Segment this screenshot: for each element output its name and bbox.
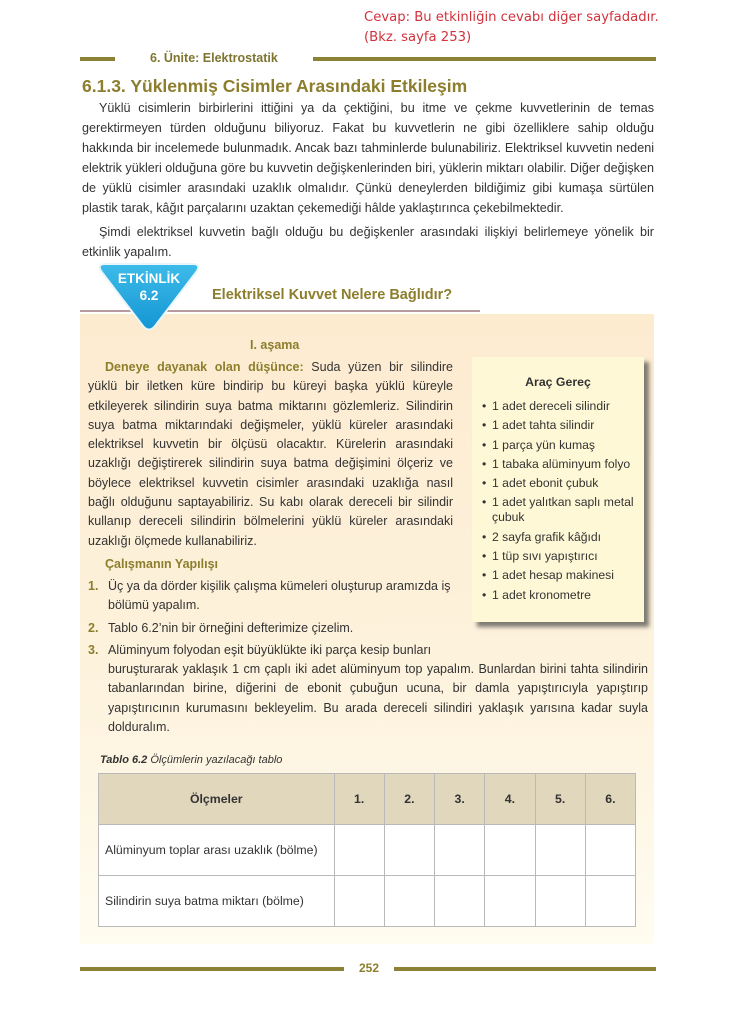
stage-label: I. aşama bbox=[250, 338, 300, 352]
bullet-icon: • bbox=[482, 587, 487, 602]
materials-item bbox=[482, 530, 642, 545]
table-row bbox=[99, 876, 636, 927]
page-number: 252 bbox=[358, 961, 380, 975]
table-caption bbox=[100, 754, 282, 766]
table-cell bbox=[585, 825, 635, 876]
step-text: Üç ya da dörder kişilik çalışma kümeleri oluşturup aramızda iş bölümü yapalım. bbox=[108, 579, 451, 613]
bullet-icon: • bbox=[482, 495, 487, 510]
unit-title: 6. Ünite: Elektrostatik bbox=[150, 51, 278, 65]
table-cell bbox=[384, 825, 434, 876]
row-label: Alüminyum toplar arası uzaklık (bölme) bbox=[99, 825, 335, 876]
hypothesis-text bbox=[88, 358, 453, 551]
step-number: 3. bbox=[88, 642, 99, 657]
materials-item-text: 2 sayfa grafik kâğıdı bbox=[492, 529, 602, 544]
step-item bbox=[88, 619, 648, 638]
badge-number: 6.2 bbox=[139, 288, 159, 303]
materials-item-text: 1 adet hesap makinesi bbox=[492, 568, 614, 583]
table-cell bbox=[485, 876, 535, 927]
measurement-table bbox=[98, 773, 636, 927]
materials-item-text: 1 parça yün kumaş bbox=[492, 437, 595, 452]
materials-item bbox=[482, 457, 642, 472]
header-rule-right bbox=[313, 57, 656, 61]
step-number: 2. bbox=[88, 620, 99, 635]
materials-item-text: 1 adet tahta silindir bbox=[492, 418, 595, 433]
table-cell bbox=[535, 825, 585, 876]
procedure-steps bbox=[88, 577, 648, 740]
row-label: Silindirin suya batma miktarı (bölme) bbox=[99, 876, 335, 927]
footer-rule-left bbox=[80, 967, 344, 971]
table-cell bbox=[384, 876, 434, 927]
table-caption-text: Ölçümlerin yazılacağı tablo bbox=[147, 754, 283, 766]
procedure-title: Çalışmanın Yapılışı bbox=[105, 557, 219, 571]
bullet-icon: • bbox=[482, 437, 487, 452]
intro-paragraph-1: Yüklü cisimlerin birbirlerini ittiğini ya da çektiğini, bu itme ve çekme kuvvetlerinin de temas gerektirmeyen türden olduğunu biliyoruz. Fakat bu kuvvetlerin ne gibi özelliklere sahip olduğu hakkında bir incelemede bulunmadık. Ancak bazı tahminlerde bulunabiliriz. Elektriksel kuvvetin nedeni elektrik yükleri olduğuna göre bu kuvvetin değişkenlerinden biri, yüklerin miktarı olabilir. Diğer değişken de yüklü cisimler arasındaki uzaklık olmalıdır. Çünkü deneylerden bildiğimiz gibi kumaşa sürtülen plastik tarak, kâğıt parçalarını uzaktan çekemediği hâlde yaklaştırınca çekebilmektedir. bbox=[82, 101, 654, 215]
materials-item bbox=[482, 549, 642, 564]
table-row bbox=[99, 825, 636, 876]
column-header: Ölçmeler bbox=[99, 774, 335, 825]
activity-badge bbox=[97, 262, 201, 332]
table-caption-label: Tablo 6.2 bbox=[100, 754, 148, 766]
materials-item bbox=[482, 438, 642, 453]
column-header: 5. bbox=[535, 774, 585, 825]
materials-item-text: 1 adet kronometre bbox=[492, 587, 591, 602]
column-header: 1. bbox=[334, 774, 384, 825]
table-cell bbox=[535, 876, 585, 927]
bullet-icon: • bbox=[482, 399, 487, 413]
column-header: 4. bbox=[485, 774, 535, 825]
materials-title: Araç Gereç bbox=[525, 375, 591, 389]
table-cell bbox=[435, 825, 485, 876]
materials-item-text: 1 tabaka alüminyum folyo bbox=[492, 456, 631, 471]
bullet-icon: • bbox=[482, 529, 487, 544]
step-text-rest: buruşturarak yaklaşık 1 cm çaplı iki adet alüminyum top yapalım. Bunlardan birini tahta silindirin tabanlarından birine, diğerini de ebonit çubuğun ucuna, bir damla yapıştırıcıyla yapıştırıp yapıştırıcının kurumasını bekleyelim. Bu arada dereceli silindiri yaklaşık yarısına kadar suyla dolduralım. bbox=[108, 662, 648, 735]
section-title: 6.1.3. Yüklenmiş Cisimler Arasındaki Etkileşim bbox=[82, 76, 468, 96]
column-header: 6. bbox=[585, 774, 635, 825]
materials-item bbox=[482, 495, 642, 525]
hypothesis-lead: Deneye dayanak olan düşünce: bbox=[105, 360, 304, 374]
table-header-row bbox=[99, 774, 636, 825]
badge-label: ETKİNLİK bbox=[117, 271, 181, 286]
footer-rule-right bbox=[394, 967, 656, 971]
hypothesis-body: Suda yüzen bir silindire yüklü bir iletken küre bindirip bu küreyi başka yüklü küreyle etkileyerek silindirin suya batma miktarını gözlemleriz. Silindirin suya batma miktarındaki değişmeler, yüklü küreler arasındaki elektriksel kuvvetin bir ölçüsü olacaktır. Kürelerin arasındaki uzaklığı değiştirerek silindirin suya batma değişimini ölçeriz ve böylece elektriksel kuvvetin cisimler arasındaki uzaklığa nasıl bağlı olduğunu saptayabiliriz. Su kabı olarak dereceli bir silindir kullanıp dereceli silindirin bölmelerini yüklü küreler arasındaki uzaklığı ölçmede kullanabiliriz. bbox=[88, 360, 453, 548]
materials-item-text: 1 tüp sıvı yapıştırıcı bbox=[492, 549, 598, 564]
bullet-icon: • bbox=[482, 456, 487, 471]
materials-item bbox=[482, 476, 642, 491]
column-header: 2. bbox=[384, 774, 434, 825]
intro-paragraph-2: Şimdi elektriksel kuvvetin bağlı olduğu bu değişkenler arasındaki ilişkiyi belirlemeye yönelik bir etkinlik yapalım. bbox=[82, 225, 654, 259]
step-text: Tablo 6.2’nin bir örneğini defterimize çizelim. bbox=[108, 620, 354, 635]
step-item bbox=[88, 577, 466, 616]
materials-item bbox=[482, 418, 642, 433]
materials-item-text: 1 adet dereceli silindir bbox=[492, 399, 610, 413]
activity-title: Elektriksel Kuvvet Nelere Bağlıdır? bbox=[212, 287, 453, 303]
step-item bbox=[88, 641, 648, 737]
table-cell bbox=[485, 825, 535, 876]
step-number: 1. bbox=[88, 579, 99, 593]
answer-note: Cevap: Bu etkinliğin cevabı diğer sayfadadır. (Bkz. sayfa 253) bbox=[364, 10, 659, 45]
table-cell bbox=[435, 876, 485, 927]
header-rule-left bbox=[80, 57, 115, 61]
materials-item-text: 1 adet yalıtkan saplı metal çubuk bbox=[492, 495, 634, 525]
table-cell bbox=[334, 825, 384, 876]
materials-item bbox=[482, 399, 642, 414]
materials-list bbox=[482, 399, 642, 607]
materials-item-text: 1 adet ebonit çubuk bbox=[492, 476, 599, 491]
intro-text bbox=[82, 98, 654, 262]
table-cell bbox=[585, 876, 635, 927]
bullet-icon: • bbox=[482, 418, 487, 433]
step-text-first-line: Alüminyum folyodan eşit büyüklükte iki parça kesip bunları bbox=[108, 642, 432, 657]
table-cell bbox=[334, 876, 384, 927]
bullet-icon: • bbox=[482, 568, 487, 583]
bullet-icon: • bbox=[482, 476, 487, 491]
column-header: 3. bbox=[435, 774, 485, 825]
bullet-icon: • bbox=[482, 549, 487, 564]
